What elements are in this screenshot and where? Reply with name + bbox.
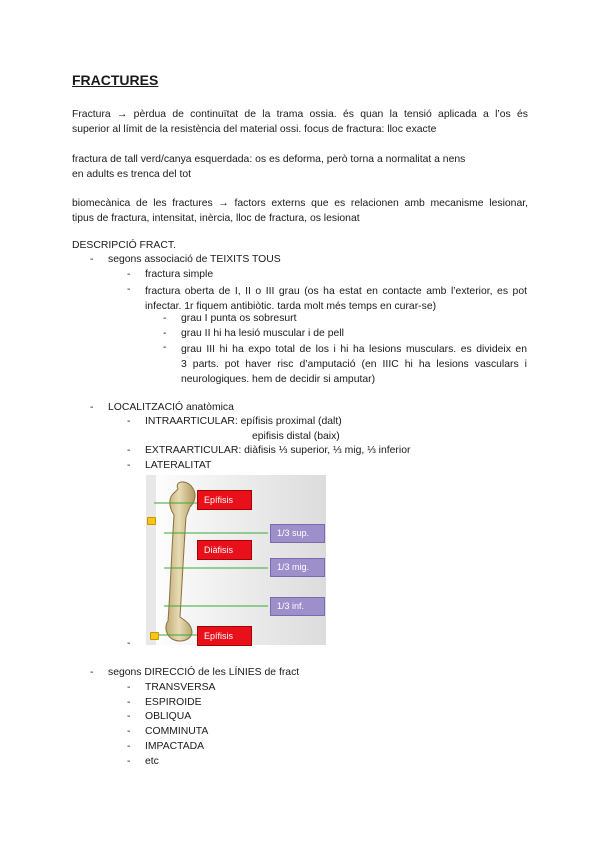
list-bullet: - [127, 445, 131, 456]
list-bullet: - [90, 402, 94, 413]
direction-item: COMMINUTA [145, 726, 209, 737]
list-bullet: - [163, 313, 167, 324]
intraarticular-item: INTRAARTICULAR: epífisis proximal (dalt) [145, 416, 342, 427]
list-bullet: - [127, 741, 131, 752]
comment-icon[interactable] [150, 632, 159, 640]
comment-icon[interactable] [147, 517, 156, 525]
biomechanics-line: tipus de fractura, intensitat, inèrcia, lloc de fractura, os lesionat [72, 213, 360, 224]
list-bullet: - [127, 638, 131, 649]
extraarticular-item: EXTRAARTICULAR: diàfisis ⅓ superior, ⅓ mig, ⅓ inferior [145, 445, 411, 456]
page-title: FRACTURES [72, 72, 159, 88]
list-bullet: - [127, 697, 131, 708]
third-sup-label: 1/3 sup. [270, 524, 325, 543]
list-bullet: - [127, 711, 131, 722]
list-bullet: - [90, 254, 94, 265]
laterality-item: LATERALITAT [145, 460, 212, 471]
grade3-line: neurologiques. hem de decidir si amputar) [181, 374, 376, 385]
list-bullet: - [127, 269, 131, 280]
green-stick-line: fractura de tall verd/canya esquerdada: os es deforma, però torna a normalitat a nens [72, 154, 466, 165]
grade3-line: 3 parts. pot haver risc d’amputació (en IIIC hi ha lesions vasculars i [181, 359, 527, 370]
direction-item: IMPACTADA [145, 741, 205, 752]
direction-item: OBLIQUA [145, 711, 192, 722]
direction-item: TRANSVERSA [145, 682, 216, 693]
third-inf-label: 1/3 inf. [270, 597, 325, 616]
biomechanics-paragraph [72, 196, 528, 226]
intro-paragraph [72, 107, 528, 137]
grade2-item: grau II hi ha lesió muscular i de pell [181, 328, 344, 339]
open-fracture-item [145, 284, 527, 314]
list-bullet: - [127, 756, 131, 767]
biomechanics-line: biomecànica de les fractures → factors externs que es relacionen amb mecanisme lesionar, [72, 198, 528, 209]
list-bullet: - [127, 284, 131, 295]
green-stick-paragraph [72, 152, 528, 182]
intraarticular-distal: epifisis distal (baix) [252, 431, 340, 442]
list-bullet: - [163, 328, 167, 339]
list-bullet: - [127, 416, 131, 427]
direction-label: segons DIRECCIÓ de les LÍNIES de fract [108, 667, 300, 678]
list-bullet: - [127, 726, 131, 737]
grade1-item: grau I punta os sobresurt [181, 313, 297, 324]
open-fracture-line: fractura oberta de I, II o III grau (os ha estat en contacte amb l’exterior, es pot [145, 286, 527, 297]
list-bullet: - [127, 682, 131, 693]
grade3-item [181, 342, 527, 387]
list-bullet: - [127, 460, 131, 471]
green-stick-line: en adults es trenca del tot [72, 169, 191, 180]
grade3-line: grau III hi ha expo total de los i hi ha lesions musculars. es divideix en [181, 344, 527, 355]
list-bullet: - [163, 342, 167, 353]
open-fracture-line: infectar. 1r fiquem antibiòtic. tarda molt més temps en curar-se) [145, 301, 437, 312]
diaphysis-label: Diàfisis [197, 540, 252, 560]
simple-fracture-item: fractura simple [145, 269, 214, 280]
femur-bone [166, 482, 195, 641]
location-label: LOCALITZACIÓ anatòmica [108, 402, 234, 413]
third-mid-label: 1/3 mig. [270, 558, 325, 577]
direction-item: ESPIROIDE [145, 697, 202, 708]
description-heading: DESCRIPCIÓ FRACT. [72, 240, 176, 251]
list-bullet: - [90, 667, 94, 678]
epiphysis-top-label: Epífisis [197, 490, 252, 510]
soft-tissue-label: segons associació de TEIXITS TOUS [108, 254, 281, 265]
intro-line: Fractura → pèrdua de continuïtat de la trama ossia. és quan la tensió aplicada a l’os és [72, 109, 528, 120]
intro-line: superior al límit de la resistència del material ossi. focus de fractura: lloc exacte [72, 124, 437, 135]
direction-item: etc [145, 756, 159, 767]
epiphysis-bottom-label: Epífisis [197, 626, 252, 646]
